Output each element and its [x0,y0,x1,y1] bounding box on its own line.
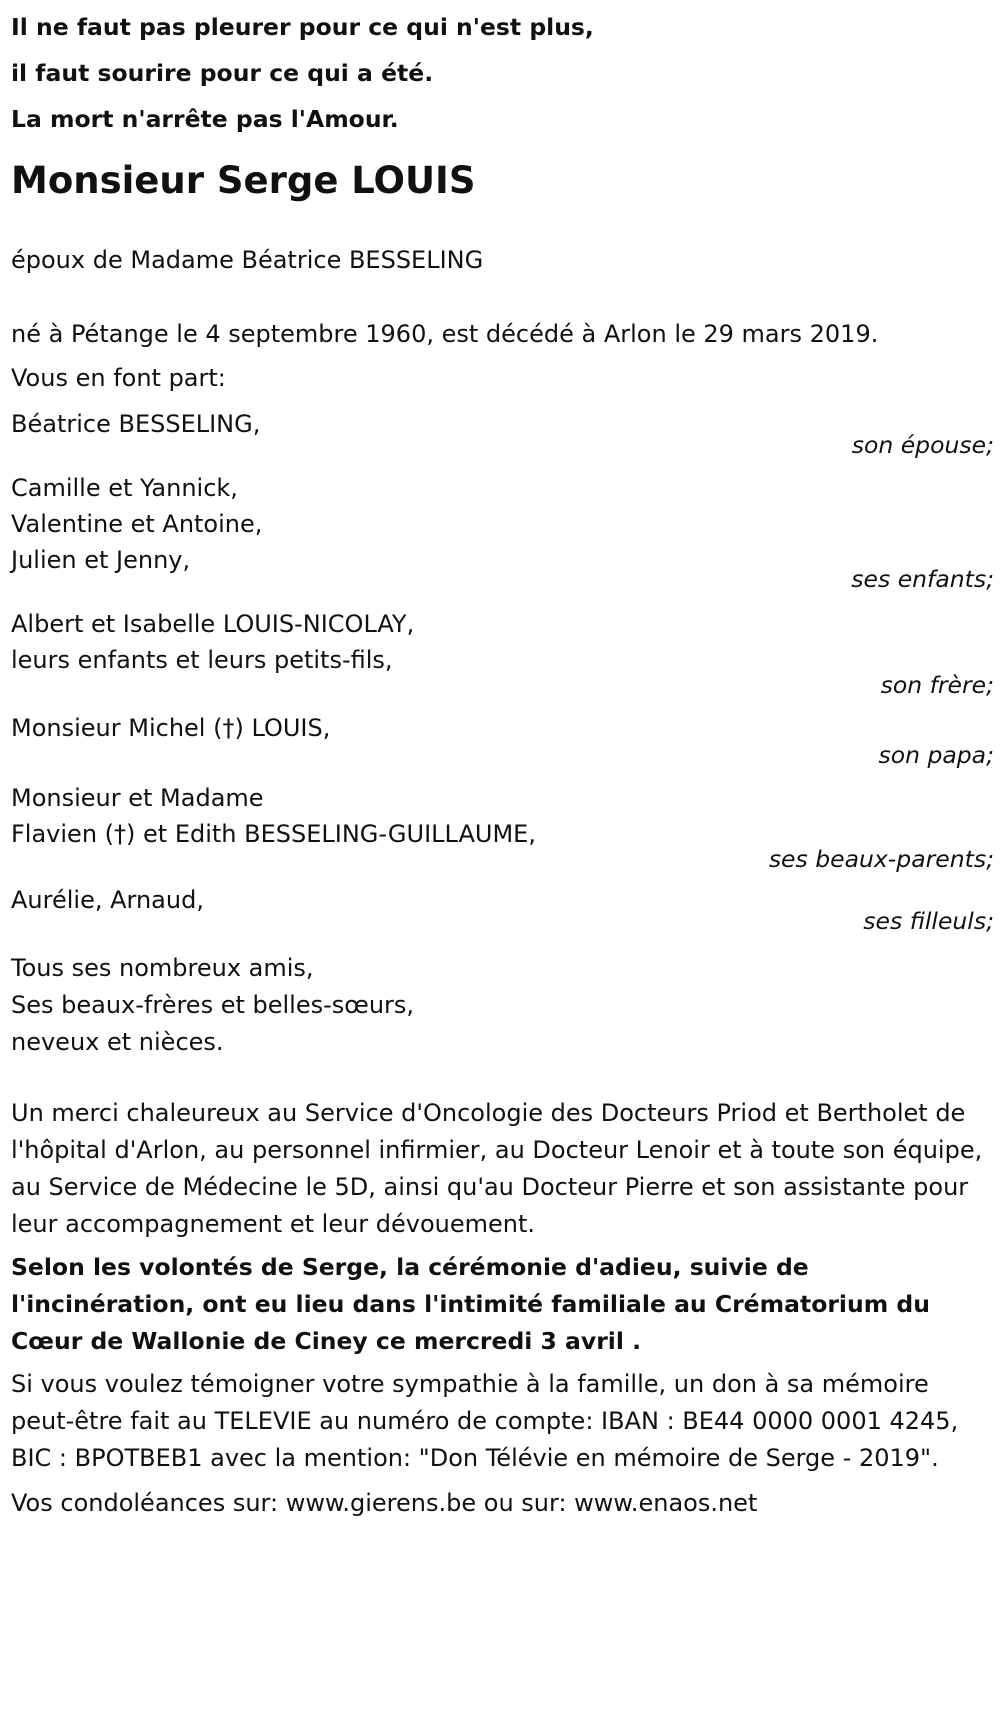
relation-label: ses filleuls; [863,907,994,935]
others-list [11,950,996,1061]
ceremony-paragraph: Selon les volontés de Serge, la cérémonie d'adieu, suivie de l'incinération, ont eu lieu dans l'intimité familiale au Crématorium du Cœur de Wallonie de Ciney ce mercredi 3 avril . [11,1253,930,1355]
family-line: Béatrice BESSELING, [11,410,261,438]
family-group [11,404,996,460]
family-line: Julien et Jenny, [11,546,191,574]
family-group [11,880,996,936]
family-group [11,780,996,874]
family-line: Camille et Yannick, [11,474,238,502]
family-group [11,606,996,700]
family-line: Monsieur Michel (†) LOUIS, [11,714,331,742]
relation-label: son frère; [880,671,994,699]
donation-paragraph: Si vous voulez témoigner votre sympathie à la famille, un don à sa mémoire peut-être fait au TELEVIE au numéro de compte: IBAN : BE44 0000 0001 4245, BIC : BPOTBEB1 avec la mention: "Don Télévie en mémoire de Serge - 2019". [11,1370,959,1472]
quote-line: La mort n'arrête pas l'Amour. [11,105,399,133]
condolences-line: Vos condoléances sur: www.gierens.be ou sur: www.enaos.net [11,1489,758,1517]
spouse-line: époux de Madame Béatrice BESSELING [11,246,484,274]
family-line: Aurélie, Arnaud, [11,886,204,914]
relation-label: son papa; [878,741,994,769]
family-line: Albert et Isabelle LOUIS-NICOLAY, [11,610,415,638]
family-group [11,708,996,770]
others-line: neveux et nièces. [11,1028,224,1056]
others-line: Ses beaux-frères et belles-sœurs, [11,991,415,1019]
opening-quote [11,2,996,144]
announcement-intro: Vous en font part: [11,364,226,392]
deceased-name: Monsieur Serge LOUIS [11,159,476,202]
others-line: Tous ses nombreux amis, [11,954,314,982]
family-line: leurs enfants et leurs petits-fils, [11,646,393,674]
relation-label: ses beaux-parents; [768,845,994,873]
family-list [11,404,996,936]
relation-label: ses enfants; [851,565,994,593]
family-line: Monsieur et Madame [11,784,264,812]
quote-line: Il ne faut pas pleurer pour ce qui n'est plus, [11,13,594,41]
birth-death-line: né à Pétange le 4 septembre 1960, est décédé à Arlon le 29 mars 2019. [11,320,879,348]
family-line: Flavien (†) et Edith BESSELING-GUILLAUME, [11,820,536,848]
obituary-notice [11,0,996,1523]
relation-label: son épouse; [851,431,994,459]
quote-line: il faut sourire pour ce qui a été. [11,59,434,87]
family-group [11,470,996,594]
thanks-paragraph: Un merci chaleureux au Service d'Oncologie des Docteurs Priod et Bertholet de l'hôpital d'Arlon, au personnel infirmier, au Docteur Lenoir et à toute son équipe, au Service de Médecine le 5D, ainsi qu'au Docteur Pierre et son assistante pour leur accompagnement et leur dévouement. [11,1099,983,1238]
family-line: Valentine et Antoine, [11,510,263,538]
